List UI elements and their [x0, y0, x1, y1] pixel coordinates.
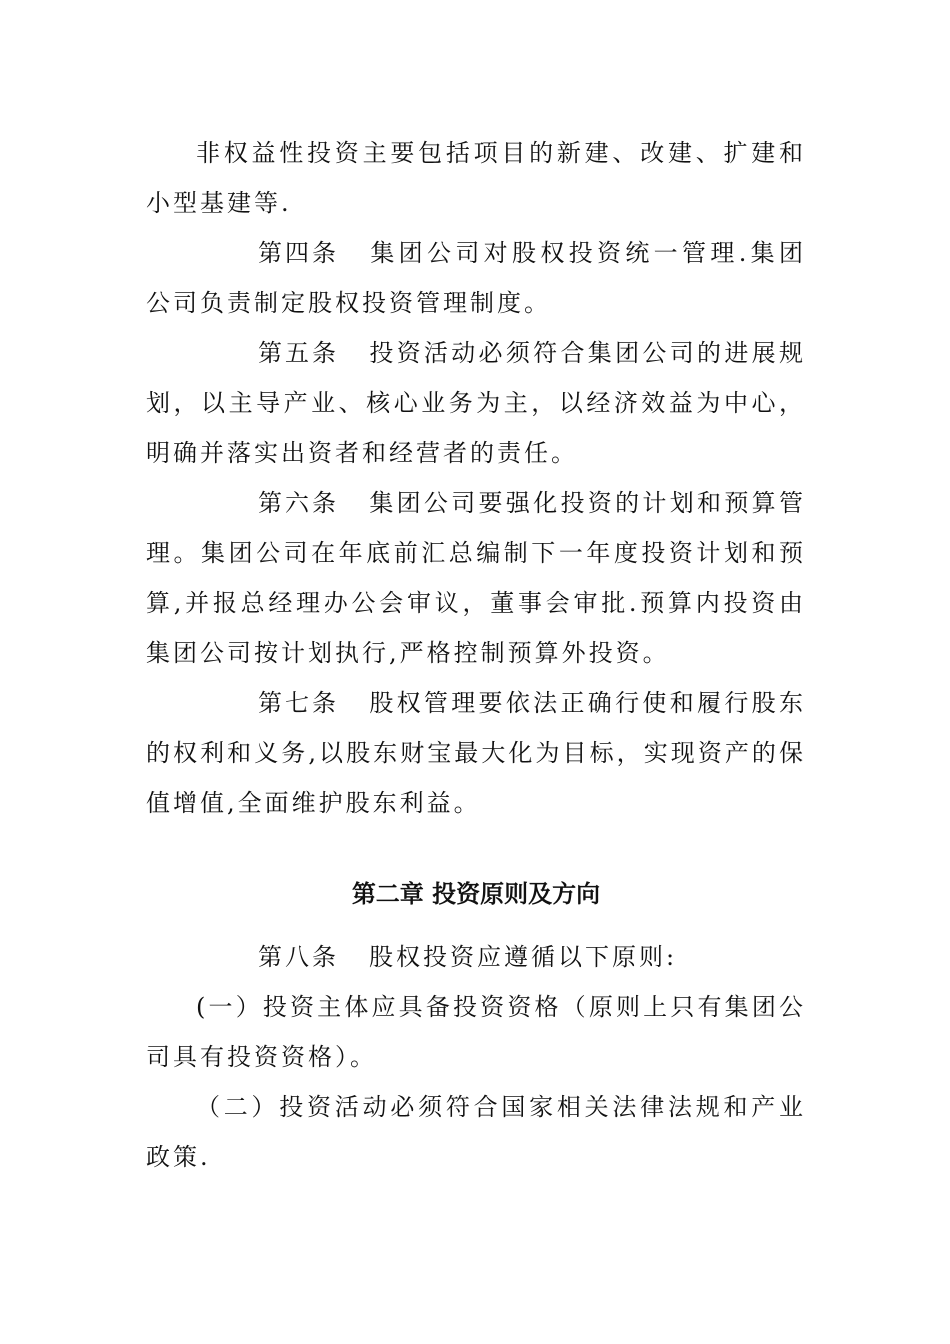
article-8 — [146, 932, 806, 982]
paragraph-non-equity — [146, 128, 806, 228]
article-label: 第四条 — [258, 239, 339, 267]
article-7 — [146, 678, 806, 828]
article-4 — [146, 228, 806, 328]
article-label: 第八条 — [258, 943, 339, 971]
principle-2 — [146, 1082, 806, 1182]
document-body — [146, 128, 806, 1182]
chapter-title: 第二章 投资原则及方向 — [351, 880, 601, 908]
article-text: 集团公司对股权投资统一管理.集团公司负责制定股权投资管理制度。 — [146, 239, 806, 317]
article-label: 第六条 — [258, 489, 339, 517]
article-text: 股权管理要依法正确行使和履行股东的权利和义务,以股东财宝最大化为目标，实现资产的保值增值,全面维护股东利益。 — [146, 689, 806, 817]
paragraph-text: 非权益性投资主要包括项目的新建、改建、扩建和小型基建等. — [146, 139, 806, 217]
article-text: 投资活动必须符合集团公司的进展规划，以主导产业、核心业务为主，以经济效益为中心，明确并落实出资者和经营者的责任。 — [146, 339, 806, 467]
article-label: 第七条 — [258, 689, 339, 717]
principle-1 — [146, 982, 806, 1082]
principle-text: (一）投资主体应具备投资资格（原则上只有集团公司具有投资资格）。 — [146, 993, 806, 1071]
article-text: 股权投资应遵循以下原则: — [369, 943, 678, 971]
principle-text: （二）投资活动必须符合国家相关法律法规和产业政策. — [146, 1093, 806, 1171]
article-text: 集团公司要强化投资的计划和预算管理。集团公司在年底前汇总编制下一年度投资计划和预算,并报总经理办公会审议，董事会审批.预算内投资由集团公司按计划执行,严格控制预算外投资。 — [146, 489, 806, 667]
article-5 — [146, 328, 806, 478]
article-label: 第五条 — [258, 339, 339, 367]
article-6 — [146, 478, 806, 678]
